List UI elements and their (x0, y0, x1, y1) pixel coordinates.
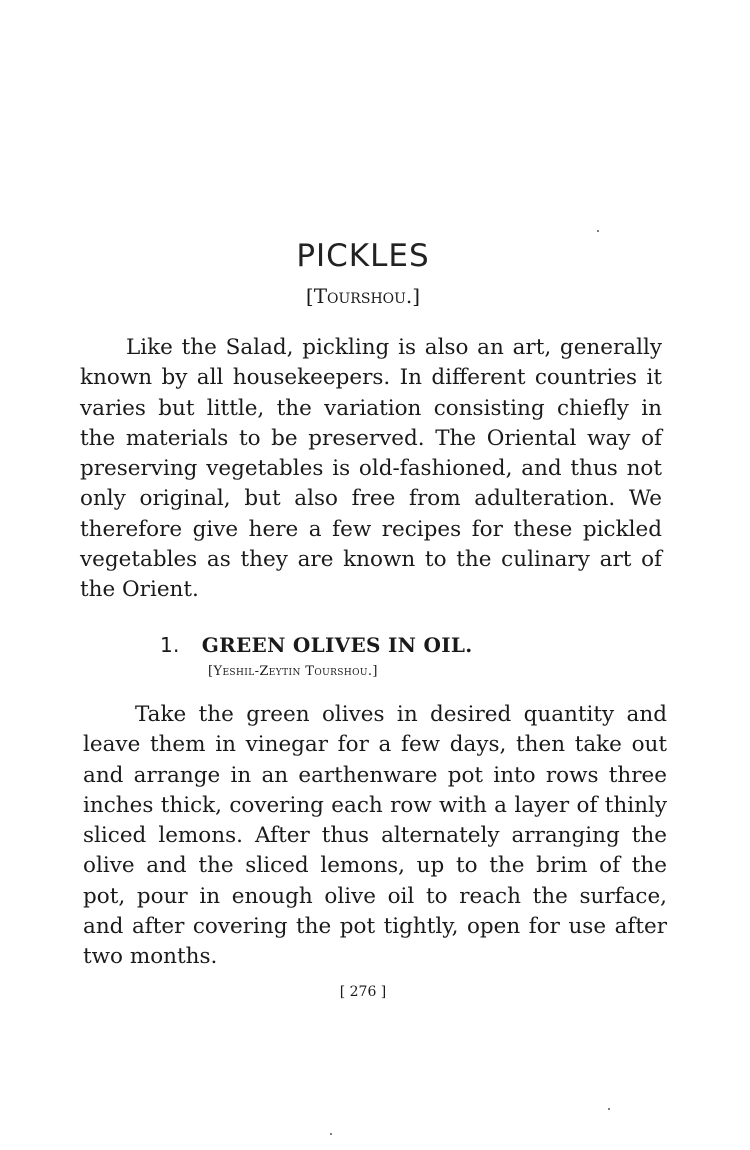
chapter-title: PICKLES (296, 238, 430, 274)
intro-paragraph: Like the Salad, pickling is also an art, generally known by all housekeepers. In different countries it varies but little, the variation consisting chiefly in the materials to be preserved. The Oriental way of preserving vegetables is old-fashioned, and thus not only original, but also free from adulteration. We therefore give here a few recipes for these pickled vegetables as they are known to the culinary art of the Orient. (80, 335, 662, 603)
chapter-subtitle: [Tourshou.] (305, 284, 421, 308)
paper-speck (330, 1133, 332, 1135)
paper-speck (608, 1108, 610, 1110)
paper-speck (597, 230, 599, 232)
recipe-subtitle: [Yeshil-Zeytin Tourshou.] (208, 664, 378, 679)
recipe-number: 1. (160, 633, 180, 657)
recipe-heading (160, 633, 473, 657)
page-number: [ 276 ] (339, 984, 387, 1000)
recipe-paragraph: Take the green olives in desired quantity and leave them in vinegar for a few days, then take out and arrange in an earthenware pot into rows three inches thick, covering each row with a layer of thinly sliced lemons. After thus alternately arranging the olive and the sliced lemons, up to the brim of the pot, pour in enough olive oil to reach the surface, and after covering the pot tightly, open for use after two months. (83, 702, 667, 970)
recipe-title: GREEN OLIVES IN OIL. (201, 633, 473, 657)
